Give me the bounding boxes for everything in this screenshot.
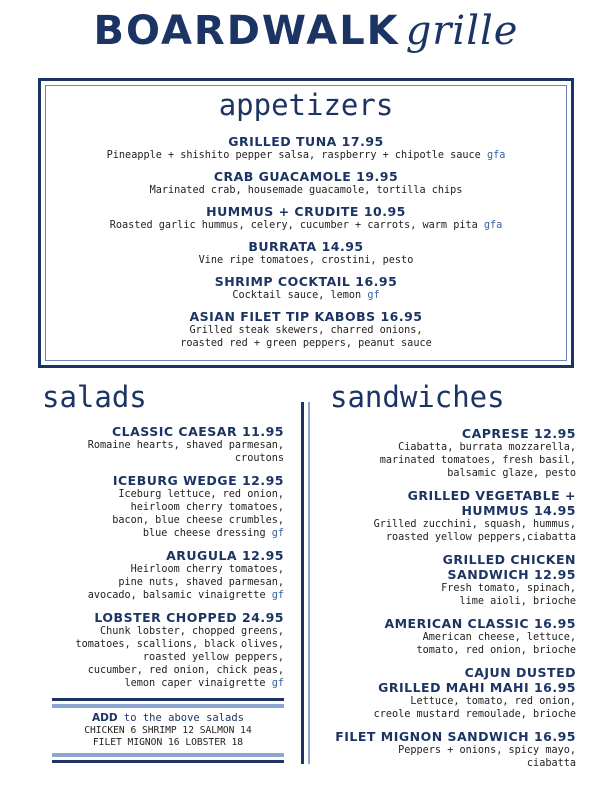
appetizer-description-text: Roasted garlic hummus, celery, cucumber + carrots, warm pita: [109, 220, 478, 231]
sandwich-name: AMERICAN CLASSIC 16.95: [384, 616, 576, 631]
salad-description: [40, 651, 284, 664]
salad-description: [40, 638, 284, 651]
salad-description-text: tomatoes, scallions, black olives,: [75, 639, 284, 650]
salad-name: LOBSTER CHOPPED 24.95: [94, 610, 284, 625]
salads-list: [40, 424, 284, 698]
appetizer-item: [44, 274, 568, 302]
salad-item: [40, 610, 284, 690]
appetizer-item: [44, 239, 568, 267]
sandwich-description: roasted yellow peppers,ciabatta: [385, 532, 576, 543]
salad-item: [40, 548, 284, 602]
appetizer-item: [44, 134, 568, 162]
appetizer-name: BURRATA 14.95: [248, 239, 364, 254]
appetizer-name: CRAB GUACAMOLE 19.95: [213, 169, 399, 184]
sandwich-description: American cheese, lettuce,: [422, 632, 576, 643]
appetizers-title: appetizers: [218, 88, 394, 122]
appetizer-description: [44, 324, 568, 337]
sandwich-description: lime aioli, brioche: [459, 596, 576, 607]
salad-description: [40, 527, 284, 540]
appetizer-description-text: roasted red + green peppers, peanut sauce: [180, 338, 432, 349]
dietary-tag: gf: [271, 528, 284, 539]
appetizer-description-text: Vine ripe tomatoes, crostini, pesto: [198, 255, 414, 266]
sandwich-item: [330, 616, 576, 657]
salad-description-text: heirloom cherry tomatoes,: [130, 502, 284, 513]
sandwich-description: Grilled zucchini, squash, hummus,: [373, 519, 576, 530]
sandwiches-title: sandwiches: [330, 380, 505, 414]
salad-item: [40, 473, 284, 540]
appetizer-description: [44, 219, 568, 232]
appetizers-list: [44, 134, 568, 357]
sandwiches-list: [330, 426, 576, 778]
salad-description-text: lemon caper vinaigrette: [124, 678, 266, 689]
salad-description: [40, 501, 284, 514]
salad-name: CLASSIC CAESAR 11.95: [111, 424, 284, 439]
add-bar-top-dark: [52, 698, 284, 701]
dietary-tag: gfa: [483, 220, 503, 231]
salad-description: [40, 677, 284, 690]
sandwich-item: [330, 729, 576, 770]
salad-description: [40, 514, 284, 527]
add-bar-top-light: [52, 704, 284, 708]
sandwich-description: Fresh tomato, spinach,: [441, 583, 576, 594]
sandwich-item: [330, 426, 576, 480]
appetizer-description-text: Marinated crab, housemade guacamole, tortilla chips: [149, 185, 463, 196]
salad-description: [40, 589, 284, 602]
addons-title-bold: ADD: [92, 712, 118, 724]
appetizer-name: ASIAN FILET TIP KABOBS 16.95: [189, 309, 423, 324]
salad-description-text: Chunk lobster, chopped greens,: [99, 626, 284, 637]
sandwich-name: FILET MIGNON SANDWICH 16.95: [335, 729, 576, 744]
addons-title-rest: to the above salads: [123, 712, 244, 724]
appetizer-description: [44, 149, 568, 162]
salad-description: [40, 576, 284, 589]
salad-description-text: Romaine hearts, shaved parmesan,: [87, 440, 284, 451]
dietary-tag: gf: [271, 590, 284, 601]
sandwich-description: marinated tomatoes, fresh basil,: [379, 455, 576, 466]
appetizer-name: HUMMUS + CRUDITE 10.95: [206, 204, 406, 219]
salad-description-text: pine nuts, shaved parmesan,: [118, 577, 284, 588]
sandwich-name: HUMMUS 14.95: [461, 503, 576, 518]
salad-description-text: bacon, blue cheese crumbles,: [112, 515, 284, 526]
sandwich-item: [330, 665, 576, 721]
salad-description-text: avocado, balsamic vinaigrette: [87, 590, 266, 601]
column-divider: [301, 402, 304, 764]
appetizer-description-text: Pineapple + shishito pepper salsa, raspberry + chipotle sauce: [106, 150, 481, 161]
sandwich-name: GRILLED CHICKEN: [442, 552, 576, 567]
sandwich-item: [330, 552, 576, 608]
salad-description: [40, 439, 284, 452]
addons-line-1: CHICKEN 6 SHRIMP 12 SALMON 14: [84, 725, 252, 736]
appetizer-name: GRILLED TUNA 17.95: [228, 134, 384, 149]
salad-item: [40, 424, 284, 465]
salad-description-text: croutons: [234, 453, 284, 464]
dietary-tag: gf: [367, 290, 380, 301]
sandwich-name: GRILLED MAHI MAHI 16.95: [378, 680, 576, 695]
add-bar-bottom-dark: [52, 760, 284, 763]
salad-description-text: Iceburg lettuce, red onion,: [118, 489, 284, 500]
salads-title: salads: [42, 380, 147, 414]
salad-description-text: blue cheese dressing: [142, 528, 266, 539]
brand-word-2: grille: [405, 8, 519, 54]
salad-description-text: roasted yellow peppers,: [142, 652, 284, 663]
salad-description: [40, 625, 284, 638]
sandwich-description: creole mustard remoulade, brioche: [373, 709, 576, 720]
dietary-tag: gfa: [486, 150, 506, 161]
brand-logo: [0, 8, 612, 54]
add-bar-bottom-light: [52, 753, 284, 757]
sandwich-description: balsamic glaze, pesto: [447, 468, 576, 479]
salad-description: [40, 488, 284, 501]
sandwich-name: SANDWICH 12.95: [447, 567, 576, 582]
appetizer-description-text: Grilled steak skewers, charred onions,: [189, 325, 423, 336]
appetizer-description: [44, 254, 568, 267]
addons-line-2: FILET MIGNON 16 LOBSTER 18: [92, 737, 244, 748]
sandwich-description: Ciabatta, burrata mozzarella,: [398, 442, 576, 453]
salad-description-text: cucumber, red onion, chick peas,: [87, 665, 284, 676]
salad-name: ARUGULA 12.95: [166, 548, 284, 563]
sandwich-description: ciabatta: [526, 758, 576, 769]
addons-title: [52, 712, 284, 725]
appetizer-description: [44, 289, 568, 302]
appetizer-item: [44, 204, 568, 232]
column-divider-accent: [308, 402, 310, 764]
sandwich-description: Lettuce, tomato, red onion,: [410, 696, 576, 707]
sandwich-item: [330, 488, 576, 544]
salad-addons: [52, 712, 284, 749]
appetizer-description: [44, 337, 568, 350]
sandwich-name: GRILLED VEGETABLE +: [407, 488, 576, 503]
appetizer-item: [44, 309, 568, 350]
dietary-tag: gf: [271, 678, 284, 689]
brand-word-1: BOARDWALK: [93, 8, 400, 54]
salad-name: ICEBURG WEDGE 12.95: [112, 473, 284, 488]
salad-description: [40, 563, 284, 576]
sandwich-name: CAPRESE 12.95: [461, 426, 576, 441]
appetizer-description-text: Cocktail sauce, lemon: [232, 290, 362, 301]
sandwich-name: CAJUN DUSTED: [464, 665, 576, 680]
sandwich-description: Peppers + onions, spicy mayo,: [398, 745, 576, 756]
appetizer-item: [44, 169, 568, 197]
sandwich-description: tomato, red onion, brioche: [416, 645, 576, 656]
salad-description-text: Heirloom cherry tomatoes,: [130, 564, 284, 575]
salad-description: [40, 664, 284, 677]
appetizer-description: [44, 184, 568, 197]
appetizer-name: SHRIMP COCKTAIL 16.95: [214, 274, 398, 289]
salad-description: [40, 452, 284, 465]
